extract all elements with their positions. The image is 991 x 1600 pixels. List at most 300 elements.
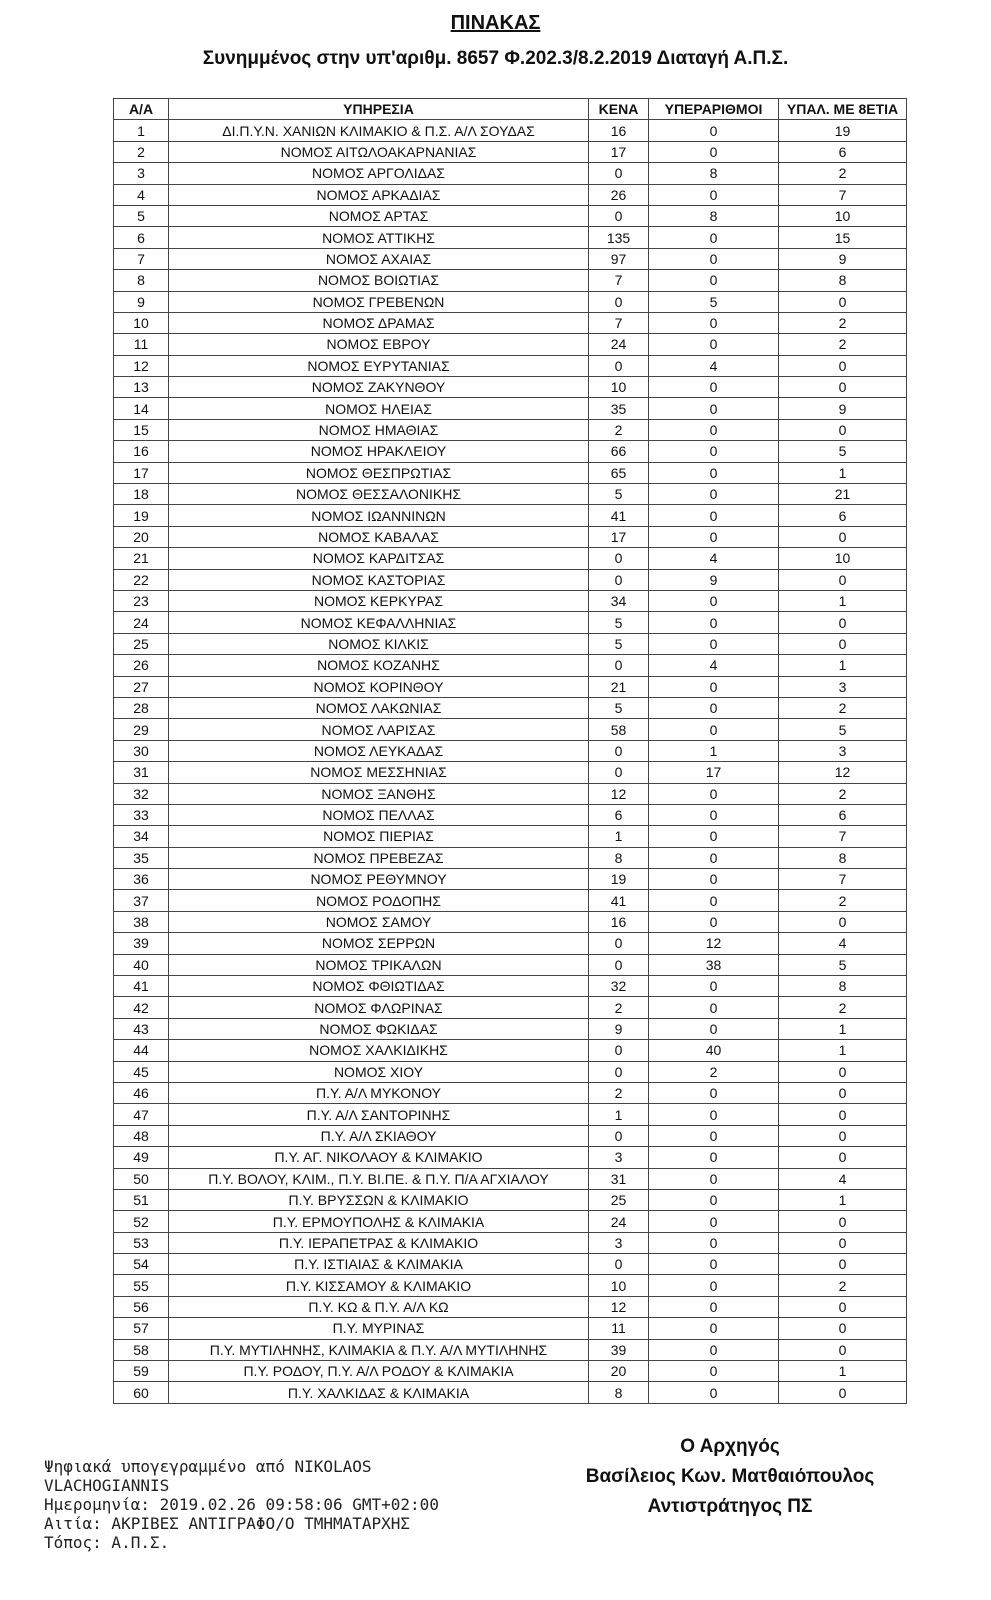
table-row (114, 1104, 907, 1125)
cell-service: ΝΟΜΟΣ ΙΩΑΝΝΙΝΩΝ (169, 505, 589, 526)
table-body (114, 120, 907, 1403)
cell-aa: 21 (114, 548, 169, 569)
cell-vacancies: 2 (589, 1082, 649, 1103)
cell-aa: 14 (114, 398, 169, 419)
cell-employees-8yr: 12 (779, 762, 907, 783)
cell-service: ΝΟΜΟΣ ΧΑΛΚΙΔΙΚΗΣ (169, 1040, 589, 1061)
cell-service: Π.Υ. ΚΙΣΣΑΜΟΥ & ΚΛΙΜΑΚΙΟ (169, 1275, 589, 1296)
cell-supernumerary: 0 (649, 804, 779, 825)
cell-supernumerary: 0 (649, 248, 779, 269)
cell-employees-8yr: 1 (779, 1040, 907, 1061)
table-row (114, 740, 907, 761)
cell-vacancies: 65 (589, 462, 649, 483)
table-row (114, 184, 907, 205)
cell-aa: 29 (114, 719, 169, 740)
cell-service: ΝΟΜΟΣ ΦΘΙΩΤΙΔΑΣ (169, 976, 589, 997)
cell-vacancies: 19 (589, 869, 649, 890)
cell-supernumerary: 17 (649, 762, 779, 783)
cell-supernumerary: 0 (649, 997, 779, 1018)
table-row (114, 804, 907, 825)
cell-service: ΝΟΜΟΣ ΓΡΕΒΕΝΩΝ (169, 291, 589, 312)
cell-employees-8yr: 0 (779, 1125, 907, 1146)
cell-vacancies: 8 (589, 847, 649, 868)
cell-aa: 41 (114, 976, 169, 997)
cell-service: Π.Υ. ΚΩ & Π.Υ. Α/Λ ΚΩ (169, 1296, 589, 1317)
cell-supernumerary: 0 (649, 869, 779, 890)
cell-employees-8yr: 4 (779, 1168, 907, 1189)
cell-vacancies: 0 (589, 163, 649, 184)
table-row (114, 1061, 907, 1082)
cell-vacancies: 25 (589, 1189, 649, 1210)
cell-supernumerary: 4 (649, 655, 779, 676)
table-row (114, 548, 907, 569)
cell-service: ΝΟΜΟΣ ΕΒΡΟΥ (169, 334, 589, 355)
cell-vacancies: 5 (589, 612, 649, 633)
cell-supernumerary: 2 (649, 1061, 779, 1082)
table-row (114, 1168, 907, 1189)
cell-vacancies: 2 (589, 419, 649, 440)
cell-employees-8yr: 10 (779, 548, 907, 569)
cell-supernumerary: 0 (649, 1147, 779, 1168)
table-row (114, 1018, 907, 1039)
cell-service: ΝΟΜΟΣ ΚΕΦΑΛΛΗΝΙΑΣ (169, 612, 589, 633)
cell-employees-8yr: 8 (779, 976, 907, 997)
cell-vacancies: 41 (589, 505, 649, 526)
cell-aa: 1 (114, 120, 169, 141)
cell-employees-8yr: 5 (779, 954, 907, 975)
table-row (114, 227, 907, 248)
cell-vacancies: 17 (589, 526, 649, 547)
cell-service: ΝΟΜΟΣ ΚΕΡΚΥΡΑΣ (169, 590, 589, 611)
cell-aa: 39 (114, 933, 169, 954)
cell-supernumerary: 0 (649, 1211, 779, 1232)
cell-employees-8yr: 6 (779, 804, 907, 825)
cell-supernumerary: 0 (649, 419, 779, 440)
cell-aa: 51 (114, 1189, 169, 1210)
cell-vacancies: 39 (589, 1339, 649, 1360)
cell-aa: 6 (114, 227, 169, 248)
cell-vacancies: 1 (589, 826, 649, 847)
column-header-aa: Α/Α (114, 99, 169, 120)
cell-employees-8yr: 0 (779, 633, 907, 654)
cell-vacancies: 0 (589, 1125, 649, 1146)
cell-supernumerary: 0 (649, 1318, 779, 1339)
cell-service: Π.Υ. ΜΥΡΙΝΑΣ (169, 1318, 589, 1339)
cell-employees-8yr: 0 (779, 1254, 907, 1275)
cell-service: ΝΟΜΟΣ ΤΡΙΚΑΛΩΝ (169, 954, 589, 975)
cell-aa: 7 (114, 248, 169, 269)
table-row (114, 1082, 907, 1103)
cell-aa: 47 (114, 1104, 169, 1125)
cell-supernumerary: 0 (649, 441, 779, 462)
cell-vacancies: 17 (589, 141, 649, 162)
cell-supernumerary: 0 (649, 1296, 779, 1317)
cell-vacancies: 0 (589, 1061, 649, 1082)
cell-supernumerary: 0 (649, 847, 779, 868)
cell-service: ΝΟΜΟΣ ΔΡΑΜΑΣ (169, 312, 589, 333)
cell-service: ΝΟΜΟΣ ΧΙΟΥ (169, 1061, 589, 1082)
cell-service: Π.Υ. ΡΟΔΟΥ, Π.Υ. Α/Λ ΡΟΔΟΥ & ΚΛΙΜΑΚΙΑ (169, 1361, 589, 1382)
table-row (114, 1361, 907, 1382)
cell-aa: 17 (114, 462, 169, 483)
table-row (114, 291, 907, 312)
cell-vacancies: 5 (589, 697, 649, 718)
cell-vacancies: 0 (589, 291, 649, 312)
cell-supernumerary: 1 (649, 740, 779, 761)
table-row (114, 248, 907, 269)
table-row (114, 419, 907, 440)
cell-aa: 43 (114, 1018, 169, 1039)
cell-employees-8yr: 0 (779, 291, 907, 312)
cell-supernumerary: 8 (649, 205, 779, 226)
cell-vacancies: 41 (589, 890, 649, 911)
table-row (114, 1275, 907, 1296)
column-header-supernumerary: ΥΠΕΡΑΡΙΘΜΟΙ (649, 99, 779, 120)
cell-supernumerary: 0 (649, 911, 779, 932)
cell-service: Π.Υ. Α/Λ ΣΑΝΤΟΡΙΝΗΣ (169, 1104, 589, 1125)
signature-line: VLACHOGIANNIS (44, 1476, 170, 1495)
cell-employees-8yr: 0 (779, 1061, 907, 1082)
cell-employees-8yr: 0 (779, 1104, 907, 1125)
cell-vacancies: 3 (589, 1232, 649, 1253)
cell-aa: 32 (114, 783, 169, 804)
cell-aa: 58 (114, 1339, 169, 1360)
cell-vacancies: 0 (589, 548, 649, 569)
cell-aa: 59 (114, 1361, 169, 1382)
cell-service: Π.Υ. ΕΡΜΟΥΠΟΛΗΣ & ΚΛΙΜΑΚΙΑ (169, 1211, 589, 1232)
cell-employees-8yr: 21 (779, 484, 907, 505)
cell-employees-8yr: 8 (779, 847, 907, 868)
document-title: ΠΙΝΑΚΑΣ (450, 12, 541, 34)
cell-service: ΝΟΜΟΣ ΣΕΡΡΩΝ (169, 933, 589, 954)
vacancies-table (113, 98, 907, 1404)
cell-employees-8yr: 7 (779, 826, 907, 847)
cell-vacancies: 0 (589, 569, 649, 590)
table-row (114, 1125, 907, 1146)
cell-aa: 49 (114, 1147, 169, 1168)
cell-supernumerary: 0 (649, 1254, 779, 1275)
cell-vacancies: 16 (589, 120, 649, 141)
cell-aa: 2 (114, 141, 169, 162)
cell-aa: 45 (114, 1061, 169, 1082)
table-row (114, 1232, 907, 1253)
cell-service: ΝΟΜΟΣ ΚΑΒΑΛΑΣ (169, 526, 589, 547)
cell-supernumerary: 4 (649, 548, 779, 569)
cell-employees-8yr: 3 (779, 676, 907, 697)
cell-aa: 38 (114, 911, 169, 932)
cell-supernumerary: 0 (649, 633, 779, 654)
cell-supernumerary: 0 (649, 141, 779, 162)
cell-employees-8yr: 2 (779, 312, 907, 333)
table-row (114, 697, 907, 718)
cell-employees-8yr: 0 (779, 1296, 907, 1317)
cell-service: ΝΟΜΟΣ ΚΟΡΙΝΘΟΥ (169, 676, 589, 697)
cell-employees-8yr: 0 (779, 419, 907, 440)
cell-aa: 35 (114, 847, 169, 868)
cell-aa: 19 (114, 505, 169, 526)
table-row (114, 676, 907, 697)
cell-supernumerary: 38 (649, 954, 779, 975)
cell-vacancies: 21 (589, 676, 649, 697)
cell-aa: 52 (114, 1211, 169, 1232)
cell-employees-8yr: 9 (779, 398, 907, 419)
cell-aa: 10 (114, 312, 169, 333)
cell-service: ΝΟΜΟΣ ΑΙΤΩΛΟΑΚΑΡΝΑΝΙΑΣ (169, 141, 589, 162)
cell-vacancies: 24 (589, 334, 649, 355)
cell-supernumerary: 12 (649, 933, 779, 954)
table-row (114, 312, 907, 333)
cell-aa: 16 (114, 441, 169, 462)
signature-line: Ψηφιακά υπογεγραμμένο από NIKOLAOS (44, 1457, 372, 1476)
cell-employees-8yr: 2 (779, 1275, 907, 1296)
cell-service: Π.Υ. ΜΥΤΙΛΗΝΗΣ, ΚΛΙΜΑΚΙΑ & Π.Υ. Α/Λ ΜΥΤΙΛΗΝΗΣ (169, 1339, 589, 1360)
cell-employees-8yr: 10 (779, 205, 907, 226)
cell-supernumerary: 0 (649, 1275, 779, 1296)
cell-employees-8yr: 15 (779, 227, 907, 248)
cell-service: Π.Υ. ΒΡΥΣΣΩΝ & ΚΛΙΜΑΚΙΟ (169, 1189, 589, 1210)
cell-supernumerary: 5 (649, 291, 779, 312)
cell-employees-8yr: 1 (779, 1189, 907, 1210)
cell-vacancies: 0 (589, 355, 649, 376)
cell-supernumerary: 0 (649, 1361, 779, 1382)
cell-aa: 60 (114, 1382, 169, 1403)
table-row (114, 163, 907, 184)
cell-supernumerary: 0 (649, 1382, 779, 1403)
cell-supernumerary: 0 (649, 676, 779, 697)
table-row (114, 1211, 907, 1232)
cell-aa: 12 (114, 355, 169, 376)
cell-service: ΝΟΜΟΣ ΠΕΛΛΑΣ (169, 804, 589, 825)
cell-aa: 9 (114, 291, 169, 312)
cell-vacancies: 20 (589, 1361, 649, 1382)
cell-supernumerary: 0 (649, 612, 779, 633)
cell-vacancies: 135 (589, 227, 649, 248)
cell-supernumerary: 0 (649, 526, 779, 547)
cell-supernumerary: 0 (649, 334, 779, 355)
cell-vacancies: 0 (589, 762, 649, 783)
table-row (114, 633, 907, 654)
table-row (114, 1339, 907, 1360)
chief-name: Βασίλειος Κων. Ματθαιόπουλος (585, 1466, 875, 1487)
table-row (114, 398, 907, 419)
cell-supernumerary: 0 (649, 1104, 779, 1125)
table-row (114, 954, 907, 975)
cell-service: Π.Υ. ΙΣΤΙΑΙΑΣ & ΚΛΙΜΑΚΙΑ (169, 1254, 589, 1275)
column-header-employees-8yr: ΥΠΑΛ. ΜΕ 8ΕΤΙΑ (779, 99, 907, 120)
cell-service: Π.Υ. Α/Λ ΜΥΚΟΝΟΥ (169, 1082, 589, 1103)
cell-aa: 34 (114, 826, 169, 847)
cell-employees-8yr: 3 (779, 740, 907, 761)
cell-vacancies: 12 (589, 1296, 649, 1317)
cell-supernumerary: 0 (649, 398, 779, 419)
cell-vacancies: 58 (589, 719, 649, 740)
table-row (114, 1040, 907, 1061)
chief-rank: Αντιστράτηγος ΠΣ (647, 1496, 813, 1517)
cell-supernumerary: 9 (649, 569, 779, 590)
table-row (114, 526, 907, 547)
cell-employees-8yr: 5 (779, 719, 907, 740)
cell-vacancies: 24 (589, 1211, 649, 1232)
table-row (114, 1189, 907, 1210)
cell-employees-8yr: 0 (779, 1147, 907, 1168)
cell-employees-8yr: 2 (779, 783, 907, 804)
cell-vacancies: 12 (589, 783, 649, 804)
cell-aa: 23 (114, 590, 169, 611)
cell-employees-8yr: 1 (779, 1018, 907, 1039)
cell-vacancies: 9 (589, 1018, 649, 1039)
cell-service: ΝΟΜΟΣ ΕΥΡΥΤΑΝΙΑΣ (169, 355, 589, 376)
cell-aa: 13 (114, 377, 169, 398)
cell-service: ΝΟΜΟΣ ΑΤΤΙΚΗΣ (169, 227, 589, 248)
cell-service: ΝΟΜΟΣ ΘΕΣΣΑΛΟΝΙΚΗΣ (169, 484, 589, 505)
cell-aa: 36 (114, 869, 169, 890)
cell-employees-8yr: 2 (779, 697, 907, 718)
signature-line: Αιτία: ΑΚΡΙΒΕΣ ΑΝΤΙΓΡΑΦΟ/Ο ΤΜΗΜΑΤΑΡΧΗΣ (44, 1514, 411, 1533)
cell-aa: 37 (114, 890, 169, 911)
cell-aa: 48 (114, 1125, 169, 1146)
cell-supernumerary: 0 (649, 184, 779, 205)
cell-vacancies: 0 (589, 740, 649, 761)
cell-supernumerary: 0 (649, 227, 779, 248)
cell-aa: 54 (114, 1254, 169, 1275)
cell-aa: 57 (114, 1318, 169, 1339)
table-row (114, 270, 907, 291)
table-row (114, 569, 907, 590)
table-row (114, 1254, 907, 1275)
cell-supernumerary: 0 (649, 890, 779, 911)
cell-vacancies: 0 (589, 1254, 649, 1275)
cell-aa: 40 (114, 954, 169, 975)
table-row (114, 719, 907, 740)
cell-vacancies: 0 (589, 933, 649, 954)
cell-employees-8yr: 2 (779, 997, 907, 1018)
cell-supernumerary: 0 (649, 484, 779, 505)
cell-employees-8yr: 7 (779, 184, 907, 205)
table-row (114, 1147, 907, 1168)
cell-employees-8yr: 4 (779, 933, 907, 954)
cell-aa: 42 (114, 997, 169, 1018)
cell-service: Π.Υ. Α/Λ ΣΚΙΑΘΟΥ (169, 1125, 589, 1146)
cell-supernumerary: 8 (649, 163, 779, 184)
cell-aa: 50 (114, 1168, 169, 1189)
cell-supernumerary: 0 (649, 1189, 779, 1210)
table-row (114, 826, 907, 847)
cell-supernumerary: 40 (649, 1040, 779, 1061)
cell-employees-8yr: 19 (779, 120, 907, 141)
cell-vacancies: 6 (589, 804, 649, 825)
cell-supernumerary: 0 (649, 1082, 779, 1103)
cell-employees-8yr: 0 (779, 1232, 907, 1253)
cell-aa: 11 (114, 334, 169, 355)
cell-employees-8yr: 0 (779, 526, 907, 547)
cell-vacancies: 16 (589, 911, 649, 932)
cell-supernumerary: 0 (649, 826, 779, 847)
cell-service: ΝΟΜΟΣ ΒΟΙΩΤΙΑΣ (169, 270, 589, 291)
cell-employees-8yr: 2 (779, 163, 907, 184)
cell-employees-8yr: 5 (779, 441, 907, 462)
document-subtitle: Συνημμένος στην υπ'αριθμ. 8657 Φ.202.3/8.2.2019 Διαταγή Α.Π.Σ. (202, 48, 789, 69)
chief-role: Ο Αρχηγός (680, 1436, 780, 1457)
cell-employees-8yr: 0 (779, 1318, 907, 1339)
cell-supernumerary: 0 (649, 505, 779, 526)
table-row (114, 655, 907, 676)
table-row (114, 911, 907, 932)
cell-vacancies: 8 (589, 1382, 649, 1403)
cell-aa: 56 (114, 1296, 169, 1317)
cell-employees-8yr: 0 (779, 569, 907, 590)
cell-vacancies: 5 (589, 633, 649, 654)
cell-aa: 15 (114, 419, 169, 440)
cell-employees-8yr: 0 (779, 911, 907, 932)
cell-aa: 46 (114, 1082, 169, 1103)
cell-vacancies: 10 (589, 377, 649, 398)
cell-supernumerary: 0 (649, 697, 779, 718)
signature-line: Τόπος: Α.Π.Σ. (44, 1533, 170, 1552)
cell-aa: 8 (114, 270, 169, 291)
cell-vacancies: 66 (589, 441, 649, 462)
cell-service: ΝΟΜΟΣ ΑΡΚΑΔΙΑΣ (169, 184, 589, 205)
cell-vacancies: 0 (589, 1040, 649, 1061)
cell-vacancies: 2 (589, 997, 649, 1018)
cell-service: Π.Υ. ΧΑΛΚΙΔΑΣ & ΚΛΙΜΑΚΙΑ (169, 1382, 589, 1403)
table-row (114, 869, 907, 890)
table-row (114, 590, 907, 611)
cell-service: ΝΟΜΟΣ ΦΛΩΡΙΝΑΣ (169, 997, 589, 1018)
cell-aa: 4 (114, 184, 169, 205)
cell-vacancies: 34 (589, 590, 649, 611)
cell-vacancies: 97 (589, 248, 649, 269)
cell-service: ΝΟΜΟΣ ΗΜΑΘΙΑΣ (169, 419, 589, 440)
cell-aa: 31 (114, 762, 169, 783)
cell-supernumerary: 0 (649, 120, 779, 141)
cell-aa: 44 (114, 1040, 169, 1061)
cell-service: ΝΟΜΟΣ ΠΙΕΡΙΑΣ (169, 826, 589, 847)
column-header-vacancies: ΚΕΝΑ (589, 99, 649, 120)
cell-service: ΝΟΜΟΣ ΠΡΕΒΕΖΑΣ (169, 847, 589, 868)
cell-employees-8yr: 1 (779, 1361, 907, 1382)
table-row (114, 783, 907, 804)
cell-service: ΝΟΜΟΣ ΗΛΕΙΑΣ (169, 398, 589, 419)
table-row (114, 441, 907, 462)
cell-aa: 27 (114, 676, 169, 697)
cell-service: ΝΟΜΟΣ ΡΕΘΥΜΝΟΥ (169, 869, 589, 890)
cell-supernumerary: 0 (649, 1339, 779, 1360)
cell-aa: 53 (114, 1232, 169, 1253)
table-row (114, 997, 907, 1018)
table-row (114, 933, 907, 954)
table-row (114, 377, 907, 398)
cell-service: ΝΟΜΟΣ ΑΧΑΙΑΣ (169, 248, 589, 269)
cell-aa: 3 (114, 163, 169, 184)
cell-service: ΝΟΜΟΣ ΚΑΣΤΟΡΙΑΣ (169, 569, 589, 590)
cell-vacancies: 0 (589, 954, 649, 975)
cell-service: ΝΟΜΟΣ ΚΙΛΚΙΣ (169, 633, 589, 654)
cell-service: ΝΟΜΟΣ ΛΕΥΚΑΔΑΣ (169, 740, 589, 761)
cell-supernumerary: 0 (649, 462, 779, 483)
cell-service: ΝΟΜΟΣ ΑΡΤΑΣ (169, 205, 589, 226)
cell-employees-8yr: 0 (779, 377, 907, 398)
cell-service: Π.Υ. ΑΓ. ΝΙΚΟΛΑΟΥ & ΚΛΙΜΑΚΙΟ (169, 1147, 589, 1168)
cell-employees-8yr: 0 (779, 1382, 907, 1403)
cell-employees-8yr: 6 (779, 505, 907, 526)
cell-service: ΝΟΜΟΣ ΡΟΔΟΠΗΣ (169, 890, 589, 911)
cell-aa: 25 (114, 633, 169, 654)
cell-vacancies: 3 (589, 1147, 649, 1168)
table-row (114, 1318, 907, 1339)
cell-employees-8yr: 9 (779, 248, 907, 269)
cell-supernumerary: 0 (649, 270, 779, 291)
table-header-row (114, 99, 907, 120)
